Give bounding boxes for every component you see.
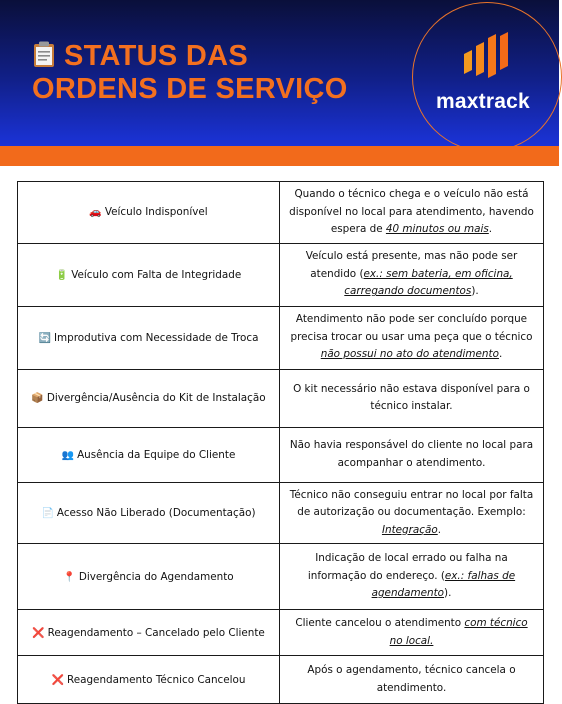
status-description-emphasis: 40 minutos ou mais (385, 223, 489, 235)
status-description-emphasis: não possui no ato do atendimento (320, 348, 499, 361)
page-title (32, 40, 348, 106)
status-description-cell (280, 182, 544, 244)
status-label-cell (18, 243, 280, 306)
status-description: Não havia responsável do cliente no local para acompanhar o atendimento. (289, 439, 534, 469)
status-label-cell (18, 427, 280, 482)
status-description-emphasis: ex.: falhas de agendamento (371, 569, 516, 600)
status-label-cell (18, 544, 280, 610)
status-label: Reagendamento Técnico Cancelou (66, 673, 246, 686)
status-label-cell (18, 610, 280, 656)
status-label-cell (18, 182, 280, 244)
status-label: Divergência/Ausência do Kit de Instalação (46, 392, 266, 404)
table-row (18, 482, 544, 544)
clipboard-icon (32, 40, 56, 68)
status-label-cell (18, 656, 280, 704)
status-label: Divergência do Agendamento (78, 570, 234, 583)
status-label: Veículo com Falta de Integridade (71, 268, 242, 281)
package-icon: 📦 (31, 393, 44, 404)
table-row (18, 243, 544, 306)
table-row (18, 610, 544, 656)
table-row (18, 306, 544, 369)
people-icon: 👥 (61, 449, 75, 461)
status-description-cell (280, 544, 544, 610)
table-row (18, 369, 544, 427)
table-row (18, 544, 544, 610)
maxtrack-logo-icon (462, 30, 510, 84)
status-description: Técnico não conseguiu entrar no local por falta de autorização ou documentação. Exemplo: (289, 488, 534, 518)
car-icon: 🚗 (89, 207, 102, 219)
title-line-2: ORDENS DE SERVIÇO (32, 73, 348, 105)
status-description-emphasis: Integração (381, 523, 438, 536)
status-description: Indicação de local errado ou falha na informação do endereço. ( (307, 552, 508, 582)
status-description: Cliente cancelou o atendimento (295, 617, 465, 629)
status-label: Ausência da Equipe do Cliente (77, 448, 236, 461)
status-description: O kit necessário não estava disponível para o técnico instalar. (293, 382, 530, 412)
status-label: Improdutiva com Necessidade de Troca (53, 331, 259, 344)
status-description-cell (280, 306, 544, 369)
swap-icon: 🔄 (38, 332, 51, 344)
status-description-emphasis: com técnico no local. (389, 617, 528, 647)
status-description-tail: . (437, 523, 442, 536)
orange-band (0, 146, 559, 166)
status-description-tail: . (498, 348, 503, 361)
status-label: Acesso Não Liberado (Documentação) (56, 506, 256, 519)
status-description-cell (280, 482, 544, 544)
table-row (18, 182, 544, 244)
title-line-1 (32, 40, 348, 73)
cross-icon: ❌ (32, 627, 45, 639)
status-description: Veículo está presente, mas não pode ser atendido ( (305, 250, 518, 280)
status-description-cell (280, 610, 544, 656)
status-label-cell (18, 369, 280, 427)
status-description-emphasis: ex.: sem bateria, em oficina, carregando documentos (344, 267, 513, 298)
status-description: Quando o técnico chega e o veículo não está disponível no local para atendimento, havendo espera de (289, 188, 534, 235)
battery-icon: 🔋 (55, 269, 69, 281)
status-description-cell (280, 656, 544, 704)
status-description-cell (280, 243, 544, 306)
table-row (18, 427, 544, 482)
status-label: Reagendamento – Cancelado pelo Cliente (47, 626, 265, 639)
status-table (17, 181, 544, 704)
status-description-cell (280, 369, 544, 427)
logo-text: maxtrack (436, 90, 530, 113)
status-label-cell (18, 306, 280, 369)
document-icon: 📄 (41, 507, 54, 519)
status-description: Após o agendamento, técnico cancela o atendimento. (307, 664, 516, 694)
page-header (0, 0, 559, 146)
status-description-cell (280, 427, 544, 482)
title-line-1-text: STATUS DAS (64, 40, 248, 72)
status-label: Veículo Indisponível (104, 206, 208, 219)
status-label-cell (18, 482, 280, 544)
status-description-tail: ). (471, 285, 479, 298)
status-description-tail: . (488, 223, 493, 235)
table-row (18, 656, 544, 704)
status-description-tail: ). (444, 587, 452, 600)
cross-icon: ❌ (51, 674, 64, 686)
pin-icon: 📍 (63, 571, 76, 583)
status-description: Atendimento não pode ser concluído porque precisa trocar ou usar uma peça que o técnico (290, 313, 533, 343)
